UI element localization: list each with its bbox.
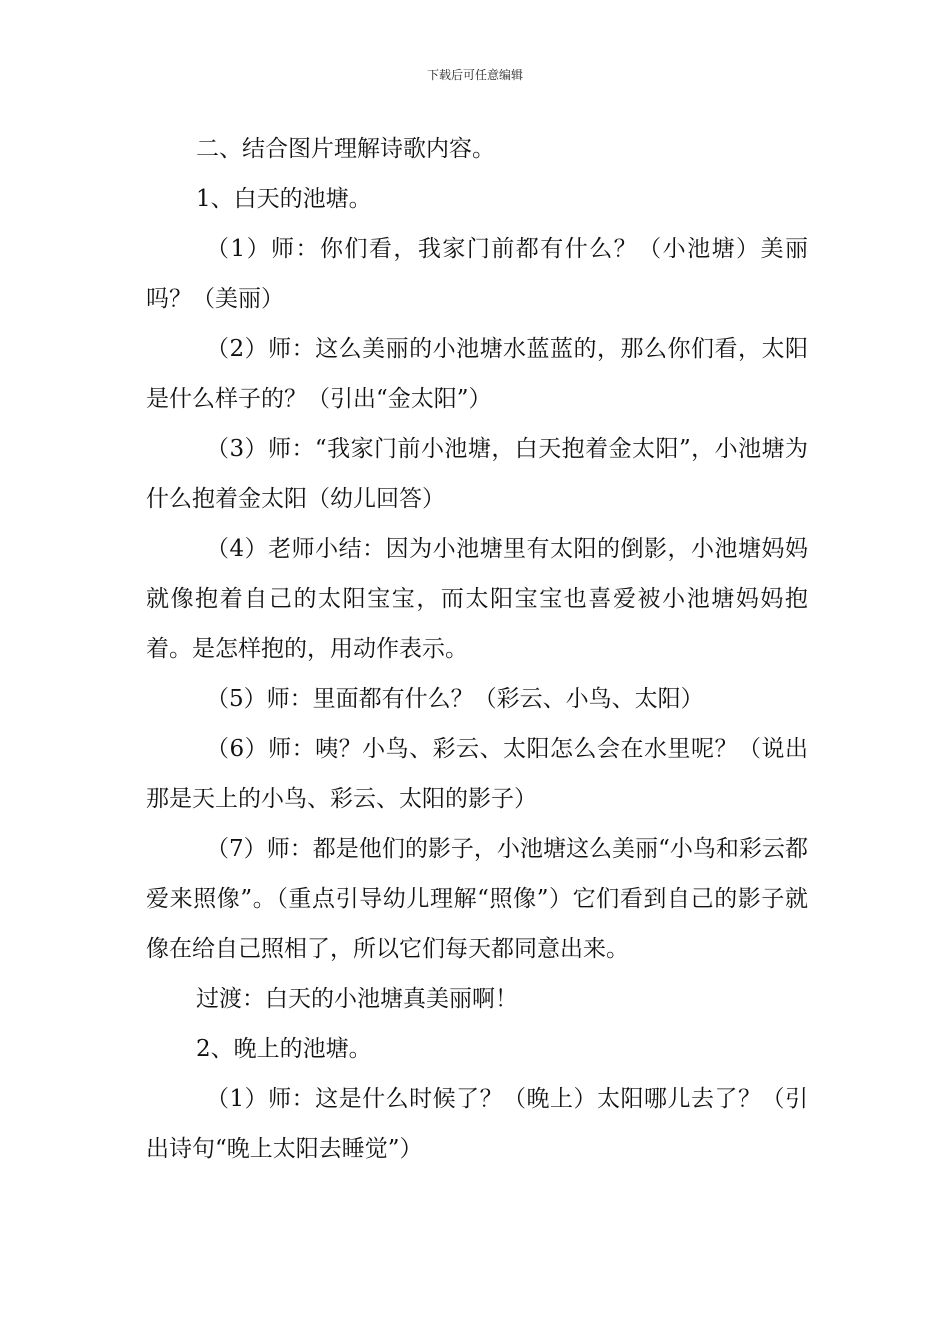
paragraph: （1）师：这是什么时候了？（晚上）太阳哪儿去了？（引出诗句“晚上太阳去睡觉”）	[146, 1086, 808, 1162]
subsection-heading: 2、晚上的池塘。	[196, 1036, 372, 1062]
page-header: 下载后可任意编辑	[426, 68, 523, 82]
paragraph: （5）师：里面都有什么？（彩云、小鸟、太阳）	[206, 686, 704, 712]
transition-paragraph: 过渡：白天的小池塘真美丽啊！	[196, 986, 518, 1012]
paragraph: （4）老师小结：因为小池塘里有太阳的倒影，小池塘妈妈就像抱着自己的太阳宝宝，而太阳宝宝也喜爱被小池塘妈妈抱着。是怎样抱的，用动作表示。	[146, 536, 808, 662]
paragraph: （2）师：这么美丽的小池塘水蓝蓝的，那么你们看，太阳是什么样子的？（引出“金太阳”）	[146, 336, 808, 412]
paragraph: （6）师：咦？小鸟、彩云、太阳怎么会在水里呢？（说出那是天上的小鸟、彩云、太阳的影子）	[146, 736, 808, 812]
document-body	[146, 124, 808, 1174]
paragraph: （3）师：“我家门前小池塘，白天抱着金太阳”，小池塘为什么抱着金太阳（幼儿回答）	[146, 436, 808, 512]
paragraph: （1）师：你们看，我家门前都有什么？（小池塘）美丽吗？（美丽）	[146, 236, 808, 312]
paragraph: （7）师：都是他们的影子，小池塘这么美丽“小鸟和彩云都爱来照像”。（重点引导幼儿理解“照像”）它们看到自己的影子就像在给自己照相了，所以它们每天都同意出来。	[146, 836, 808, 962]
subsection-heading: 1、白天的池塘。	[196, 186, 372, 212]
section-heading: 二、结合图片理解诗歌内容。	[196, 136, 495, 162]
